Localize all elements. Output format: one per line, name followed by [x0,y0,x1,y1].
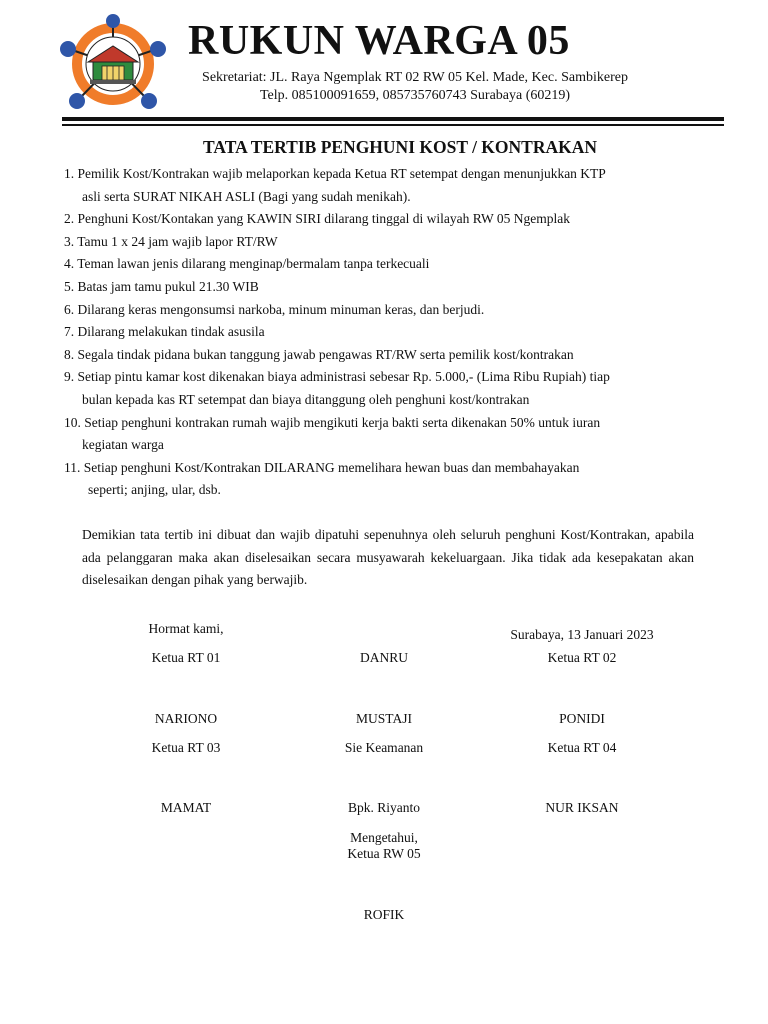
header-divider-thick [62,117,724,121]
rule-item-9-cont: bulan kepada kas RT setempat dan biaya ditanggung oleh penghuni kost/kontrakan [82,391,530,407]
rt01-title: Ketua RT 01 [151,650,221,665]
rule-item-9: 9. Setiap pintu kamar kost dikenakan biaya administrasi sebesar Rp. 5.000,- (Lima Ribu Rupiah) tiap [64,369,610,385]
rt02-title: Ketua RT 02 [547,650,617,665]
rule-item-4: 4. Teman lawan jenis dilarang menginap/bermalam tanpa terkecuali [64,256,430,272]
rule-item-3: 3. Tamu 1 x 24 jam wajib lapor RT/RW [64,233,278,249]
header-divider-thin [62,124,724,126]
rule-item-11-cont: seperti; anjing, ular, dsb. [88,482,221,498]
keamanan-title: Sie Keamanan [344,740,424,755]
rw-logo [50,12,176,112]
rt01-name: NARIONO [154,711,218,726]
rw05-title: Ketua RW 05 [347,846,421,861]
rule-item-10: 10. Setiap penghuni kontrakan rumah wajib mengikuti kerja bakti serta dikenakan 50% untuk iuran [64,414,601,430]
address-line: Sekretariat: JL. Raya Ngemplak RT 02 RW 05 Kel. Made, Kec. Sambikerep [202,70,628,85]
rule-item-7: 7. Dilarang melakukan tindak asusila [64,324,265,340]
rule-item-5: 5. Batas jam tamu pukul 21.30 WIB [64,278,259,294]
rules-list [64,163,724,502]
rt03-title: Ketua RT 03 [151,740,221,755]
danru-title: DANRU [359,650,409,665]
closing-paragraph [82,524,694,592]
acknowledged-label: Mengetahui, [350,830,418,845]
rule-item-6: 6. Dilarang keras mengonsumsi narkoba, minum minuman keras, dan berjudi. [64,301,485,317]
place-date: Surabaya, 13 Januari 2023 [510,627,654,642]
rt02-name: PONIDI [559,711,605,726]
rule-item-2: 2. Penghuni Kost/Kontakan yang KAWIN SIRI dilarang tinggal di wilayah RW 05 Ngemplak [64,211,570,227]
rt03-name: MAMAT [160,800,212,815]
rule-item-8: 8. Segala tindak pidana bukan tanggung jawab pengawas RT/RW serta pemilik kost/kontrakan [64,346,574,362]
rt04-title: Ketua RT 04 [547,740,617,755]
rw05-name: ROFIK [363,907,405,922]
phone-line: Telp. 085100091659, 085735760743 Surabaya (60219) [259,88,571,103]
document-title: TATA TERTIB PENGHUNI KOST / KONTRAKAN [202,137,598,157]
rule-item-11: 11. Setiap penghuni Kost/Kontrakan DILARANG memelihara hewan buas dan membahayakan [64,459,580,475]
danru-name: MUSTAJI [356,711,412,726]
closing-text: Demikian tata tertib ini dibuat dan wajib dipatuhi sepenuhnya oleh seluruh penghuni Kost/Kontrakan, apabila ada pelanggaran maka akan diselesaikan secara musyawarah kekeluargaan. Jika tidak ada kesepakatan akan diselesaikan dengan pihak yang berwajib. [82,527,694,588]
rule-item-1-cont: asli serta SURAT NIKAH ASLI (Bagi yang sudah menikah). [82,188,411,204]
greeting: Hormat kami, [148,621,224,636]
keamanan-name: Bpk. Riyanto [347,800,421,815]
rt04-name: NUR IKSAN [545,800,619,815]
org-name: RUKUN WARGA 05 [188,18,570,64]
rule-item-1: 1. Pemilik Kost/Kontrakan wajib melaporkan kepada Ketua RT setempat dengan menunjukkan KTP [64,166,606,181]
rule-item-10-cont: kegiatan warga [82,437,164,453]
